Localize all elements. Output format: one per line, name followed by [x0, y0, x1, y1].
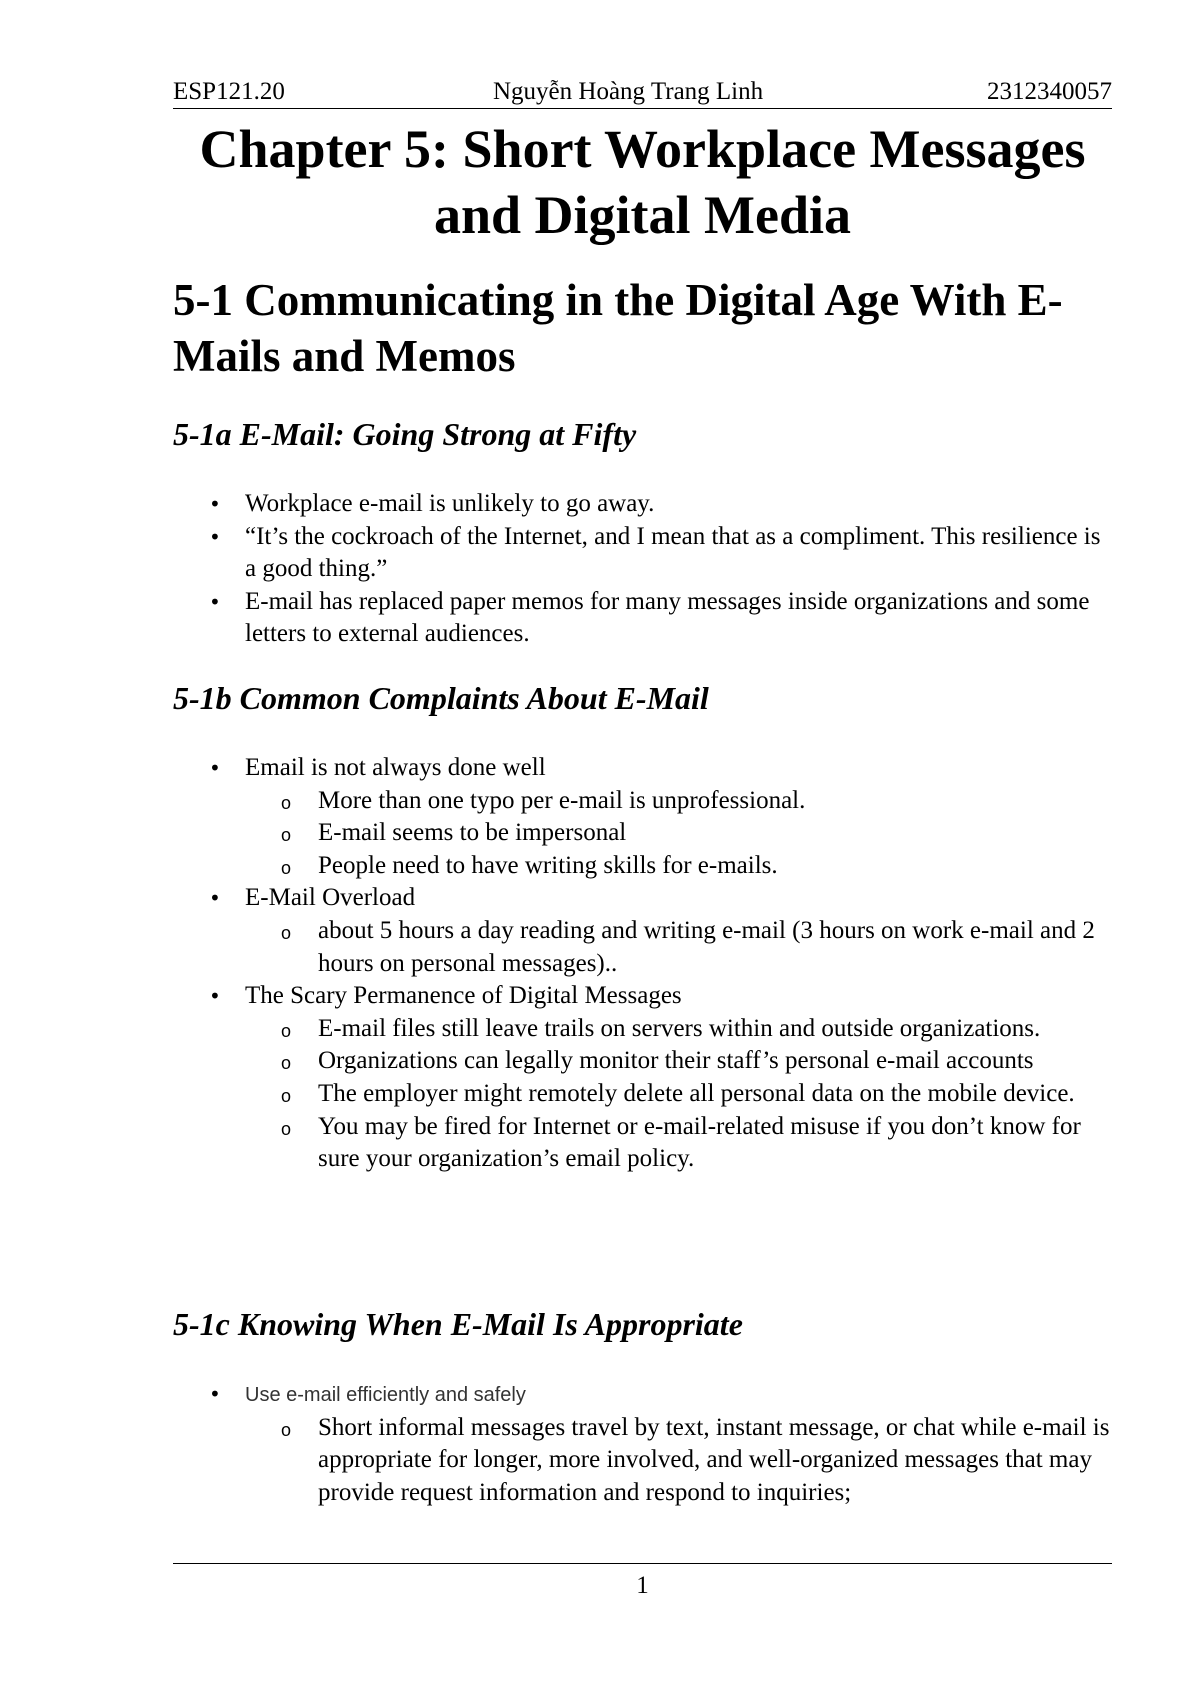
sublist-item: o You may be fired for Internet or e-mail-related misuse if you don’t know for sure your organization’s email policy. — [173, 1111, 1112, 1176]
sublist-item: o E-mail files still leave trails on servers within and outside organizations. — [173, 1013, 1112, 1046]
header-author: Nguyễn Hoàng Trang Linh — [493, 78, 764, 105]
sublist-item: o Short informal messages travel by text, instant message, or chat while e-mail is appropriate for longer, more involved, and well-organized messages that may provide request information and respond to inquiries; — [173, 1412, 1112, 1510]
sublist-item: o People need to have writing skills for e-mails. — [173, 850, 1112, 883]
list-item — [173, 752, 1112, 785]
list-item: • Workplace e-mail is unlikely to go away. — [173, 488, 1112, 521]
sublist-item: o More than one typo per e-mail is unprofessional. — [173, 785, 1112, 818]
heading-5-1c: 5-1c Knowing When E-Mail Is Appropriate — [173, 1306, 743, 1342]
sublist-wrapper — [173, 1412, 1112, 1510]
list-item: • “It’s the cockroach of the Internet, and I mean that as a compliment. This resilience is a good thing.” — [173, 521, 1112, 586]
page-footer — [173, 1563, 1112, 1600]
heading-5-1a: 5-1a E-Mail: Going Strong at Fifty — [173, 416, 637, 452]
list-item: • E-mail has replaced paper memos for many messages inside organizations and some letters to external audiences. — [173, 586, 1112, 651]
sublist-item: o E-mail seems to be impersonal — [173, 817, 1112, 850]
sublist-wrapper — [173, 915, 1112, 980]
list-item — [173, 980, 1112, 1013]
list-item-text: Email is not always done well — [245, 754, 546, 781]
page-number: 1 — [636, 1572, 649, 1599]
sublist-wrapper — [173, 1013, 1112, 1176]
sublist — [173, 1412, 1112, 1510]
section-title: 5-1 Communicating in the Digital Age With E-Mails and Memos — [173, 275, 1063, 381]
page-header — [173, 74, 1112, 109]
list-item-text: Use e-mail efficiently and safely — [245, 1384, 526, 1406]
list-5-1b — [173, 752, 1112, 1176]
header-course: ESP121.20 — [173, 78, 285, 105]
sublist — [173, 785, 1112, 883]
sublist-item: o Organizations can legally monitor their staff’s personal e-mail accounts — [173, 1045, 1112, 1078]
sublist — [173, 915, 1112, 980]
sublist — [173, 1013, 1112, 1176]
sublist-item: o about 5 hours a day reading and writing e-mail (3 hours on work e-mail and 2 hours on personal messages).. — [173, 915, 1112, 980]
sublist-item: o The employer might remotely delete all personal data on the mobile device. — [173, 1078, 1112, 1111]
list-item — [173, 1378, 1112, 1412]
header-student-id: 2312340057 — [987, 78, 1112, 105]
heading-5-1b: 5-1b Common Complaints About E-Mail — [173, 680, 709, 716]
list-item-text: The Scary Permanence of Digital Messages — [245, 982, 682, 1010]
sublist-wrapper — [173, 785, 1112, 883]
list-item-text: E-Mail Overload — [245, 884, 416, 912]
list-5-1c — [173, 1378, 1112, 1509]
list-item — [173, 882, 1112, 915]
chapter-title: Chapter 5: Short Workplace Messages and Digital Media — [199, 119, 1086, 245]
list-5-1a — [173, 488, 1112, 651]
